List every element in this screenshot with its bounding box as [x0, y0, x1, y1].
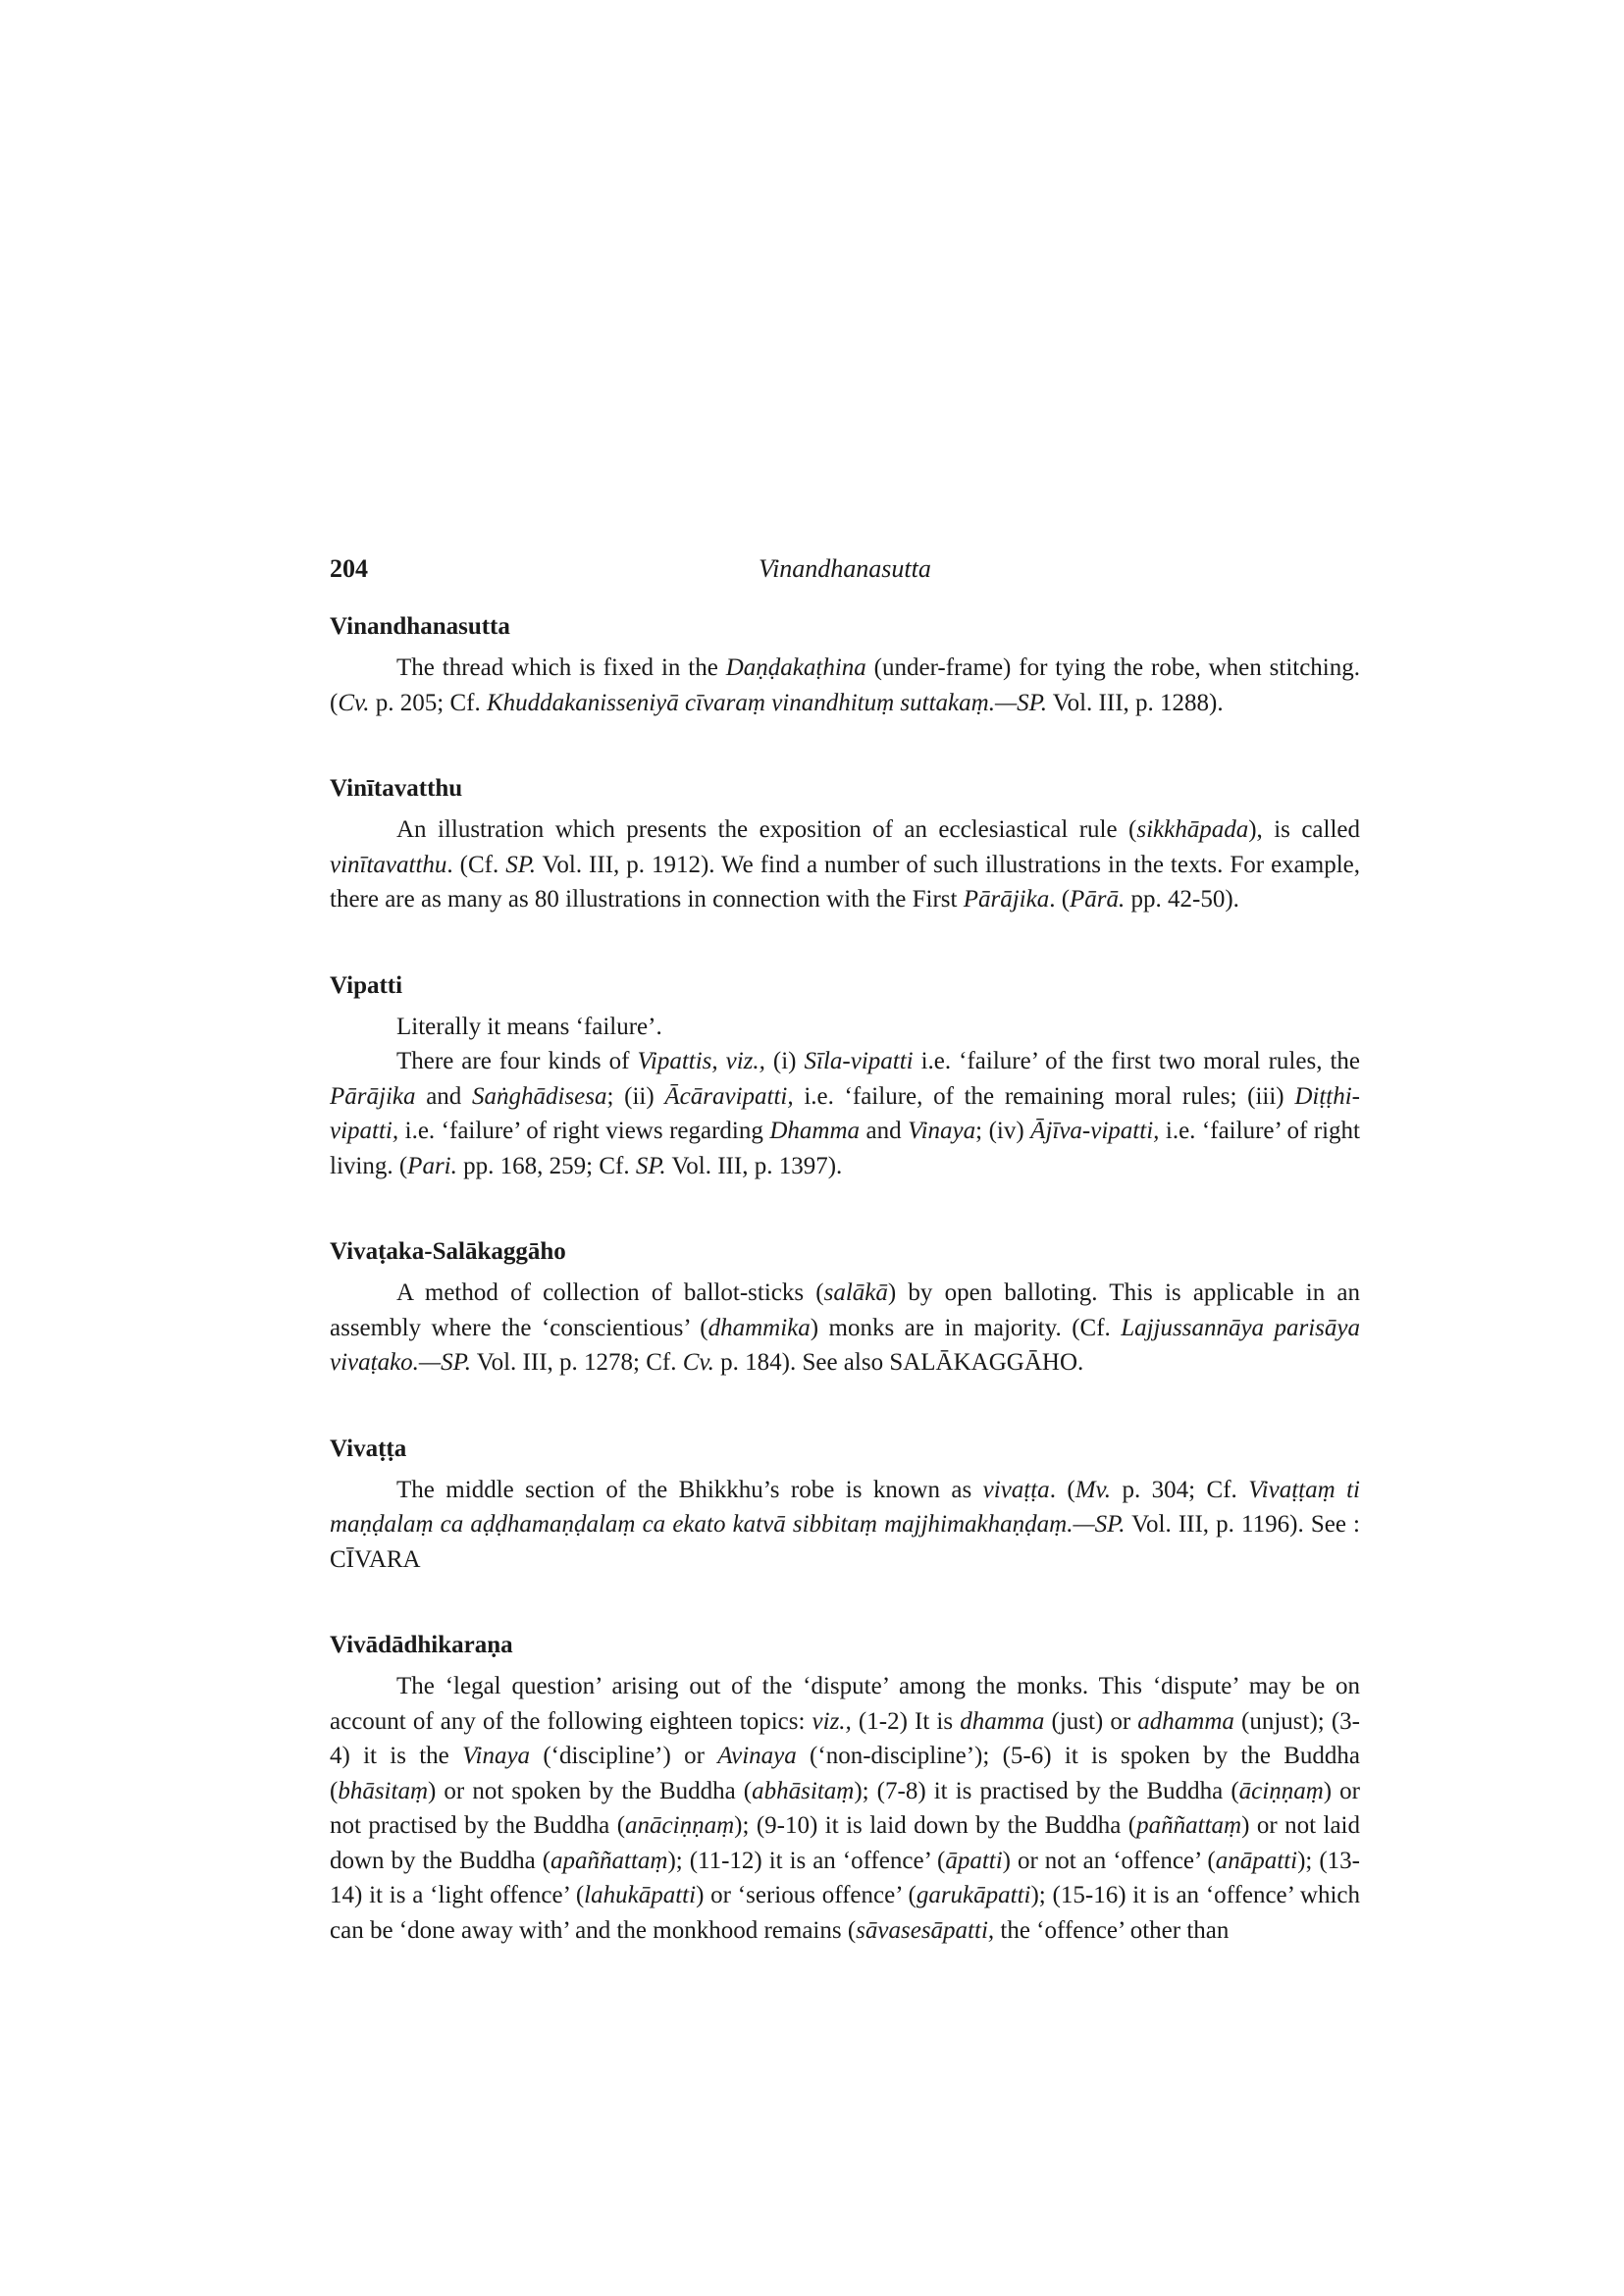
page-number: 204: [330, 554, 368, 583]
entry-vinitavatthu: [330, 775, 1360, 917]
entry-paragraph: There are four kinds of Vipattis, viz., (i) Sīla-vipatti i.e. ‘failure’ of the first two moral rules, the Pārājika and Saṅghādisesa; (ii) Ācāravipatti, i.e. ‘failure, of the remaining moral rules; (iii) Diṭṭhi-vipatti, i.e. ‘failure’ of right views regarding Dhamma and Vinaya; (iv) Ājīva-vipatti, i.e. ‘failure’ of right living. (Pari. pp. 168, 259; Cf. SP. Vol. III, p. 1397).: [330, 1048, 1360, 1179]
document-page: [330, 554, 1360, 1948]
entry-paragraph: A method of collection of ballot-sticks (salākā) by open balloting. This is applicable in an assembly where the ‘conscientious’ (dhammika) monks are in majority. (Cf. Lajjussannāya parisāya vivaṭako.—SP. Vol. III, p. 1278; Cf. Cv. p. 184). See also SALĀKAGGĀHO.: [330, 1279, 1360, 1376]
entry-paragraph: The middle section of the Bhikkhu’s robe is known as vivaṭṭa. (Mv. p. 304; Cf. Vivaṭṭaṃ ti maṇḍalaṃ ca aḍḍhamaṇḍalaṃ ca ekato katvā sibbitaṃ majjhimakhaṇḍaṃ.—SP. Vol. III, p. 1196). See : CĪVARA: [330, 1476, 1360, 1573]
entry-vinandhanasutta: [330, 613, 1360, 720]
entry-headword: Vipatti: [330, 971, 403, 999]
entry-vivataka-salakaggaho: [330, 1238, 1360, 1381]
entry-headword: Vivādādhikaraṇa: [330, 1632, 513, 1658]
entry-paragraph: The thread which is fixed in the Daṇḍakaṭhina (under-frame) for tying the robe, when stitching. (Cv. p. 205; Cf. Khuddakanisseniyā cīvaraṃ vinandhituṃ suttakaṃ.—SP. Vol. III, p. 1288).: [330, 654, 1360, 716]
entry-vipatti: [330, 972, 1360, 1184]
entry-vivatta: [330, 1435, 1360, 1578]
entry-paragraph: Literally it means ‘failure’.: [396, 1013, 662, 1040]
entry-paragraph: An illustration which presents the exposition of an ecclesiastical rule (sikkhāpada), is called vinītavatthu. (Cf. SP. Vol. III, p. 1912). We find a number of such illustrations in the texts. For example, there are as many as 80 illustrations in connection with the First Pārājika. (Pārā. pp. 42-50).: [330, 816, 1361, 913]
entry-vivadadhikarana: [330, 1632, 1360, 1948]
entry-headword: Vivaṭṭa: [330, 1435, 407, 1462]
entry-headword: Vinandhanasutta: [330, 613, 510, 640]
entry-headword: Vivaṭaka-Salākaggāho: [330, 1238, 566, 1265]
running-title: Vinandhanasutta: [759, 554, 931, 583]
entry-headword: Vinītavatthu: [330, 775, 463, 802]
running-head: [330, 554, 1360, 594]
entry-paragraph: The ‘legal question’ arising out of the ‘dispute’ among the monks. This ‘dispute’ may be on account of any of the following eighteen topics: viz., (1-2) It is dhamma (just) or adhamma (unjust); (3-4) it is the Vinaya (‘discipline’) or Avinaya (‘non-discipline’); (5-6) it is spoken by the Buddha (bhāsitaṃ) or not spoken by the Buddha (abhāsitaṃ); (7-8) it is practised by the Buddha (āciṇṇaṃ) or not practised by the Buddha (anāciṇṇaṃ); (9-10) it is laid down by the Buddha (paññattaṃ) or not laid down by the Buddha (apaññattaṃ); (11-12) it is an ‘offence’ (āpatti) or not an ‘offence’ (anāpatti); (13-14) it is a ‘light offence’ (lahukāpatti) or ‘serious offence’ (garukāpatti); (15-16) it is an ‘offence’ which can be ‘done away with’ and the monkhood remains (sāvasesāpatti, the ‘offence’ other than: [330, 1673, 1361, 1944]
